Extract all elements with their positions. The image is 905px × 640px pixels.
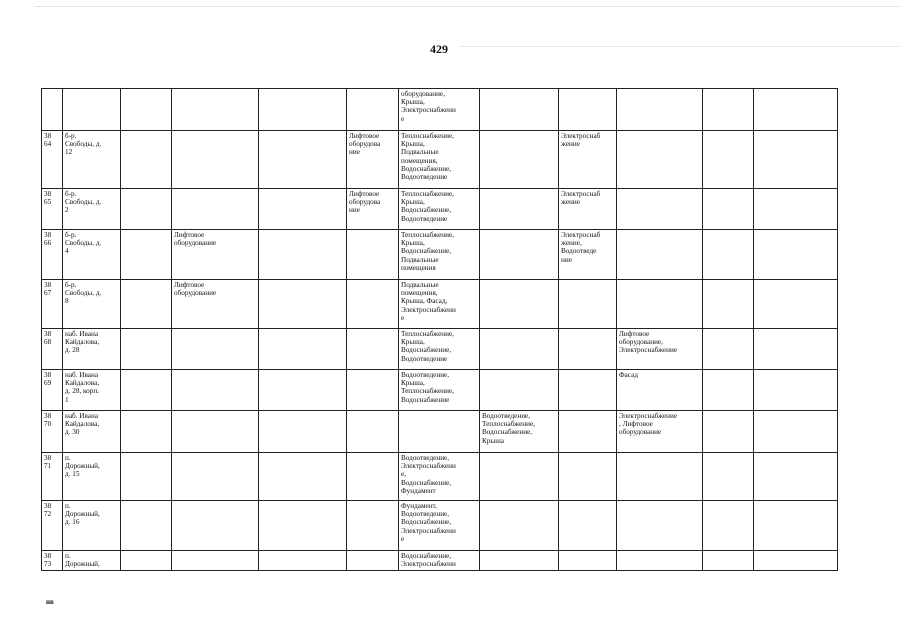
table-cell-c9: Электроснаб жение, Водоотведе ние bbox=[559, 230, 617, 280]
table-cell-c4 bbox=[172, 370, 259, 411]
table-cell-c9 bbox=[559, 453, 617, 501]
table-cell-c9: Электроснаб жение bbox=[559, 131, 617, 189]
table-cell-c7: Теплоснабжение, Крыша, Водоснабжение, Подвальные помещения bbox=[399, 230, 480, 280]
table-cell-c6 bbox=[347, 89, 399, 131]
table-row bbox=[42, 501, 838, 551]
table-cell-c4 bbox=[172, 411, 259, 453]
table-cell-c3 bbox=[121, 411, 172, 453]
table-cell-addr: б-р. Свободы, д. 12 bbox=[63, 131, 121, 189]
table-cell-c6 bbox=[347, 551, 399, 571]
table-cell-c7: Теплоснабжение, Крыша, Подвальные помещения, Водоснабжение, Водоотведение bbox=[399, 131, 480, 189]
table-cell-c4 bbox=[172, 189, 259, 230]
table-cell-addr bbox=[63, 89, 121, 131]
table-cell-c7: Фундамент, Водоотведение, Водоснабжение, Электроснабжени е bbox=[399, 501, 480, 551]
table-cell-c4 bbox=[172, 453, 259, 501]
table-cell-c9 bbox=[559, 370, 617, 411]
table-cell-c8 bbox=[480, 501, 559, 551]
table-cell-c12 bbox=[754, 89, 838, 131]
page-number: 429 bbox=[430, 42, 448, 56]
table-cell-c11 bbox=[703, 551, 754, 571]
table-cell-c5 bbox=[259, 329, 347, 370]
table-cell-c12 bbox=[754, 453, 838, 501]
table-row bbox=[42, 131, 838, 189]
table-cell-c3 bbox=[121, 501, 172, 551]
table-cell-c8 bbox=[480, 89, 559, 131]
table-cell-c6 bbox=[347, 230, 399, 280]
footer-mark: нв bbox=[46, 598, 54, 606]
table-cell-c12 bbox=[754, 370, 838, 411]
table-cell-c9 bbox=[559, 89, 617, 131]
table-cell-c12 bbox=[754, 501, 838, 551]
table-cell-c11 bbox=[703, 280, 754, 329]
table-cell-c11 bbox=[703, 89, 754, 131]
table-cell-num: 38 68 bbox=[42, 329, 63, 370]
table-cell-c4 bbox=[172, 551, 259, 571]
table-cell-c10 bbox=[617, 280, 703, 329]
table-cell-c5 bbox=[259, 89, 347, 131]
table-cell-addr: наб. Ивана Кайдалова, д. 30 bbox=[63, 411, 121, 453]
table-cell-c8 bbox=[480, 453, 559, 501]
table-cell-addr: б-р. Свободы, д. 8 bbox=[63, 280, 121, 329]
table-cell-c8 bbox=[480, 370, 559, 411]
table-cell-c6: Лифтовое оборудова ние bbox=[347, 131, 399, 189]
table-cell-c12 bbox=[754, 329, 838, 370]
table-cell-c5 bbox=[259, 370, 347, 411]
table-cell-c9 bbox=[559, 280, 617, 329]
table-cell-addr: п. Дорожный, bbox=[63, 551, 121, 571]
table-cell-c11 bbox=[703, 131, 754, 189]
table-cell-c5 bbox=[259, 501, 347, 551]
table-cell-c5 bbox=[259, 453, 347, 501]
table-cell-c6 bbox=[347, 411, 399, 453]
table-cell-addr: б-р. Свободы, д. 2 bbox=[63, 189, 121, 230]
table-row bbox=[42, 189, 838, 230]
table-cell-c4 bbox=[172, 329, 259, 370]
table-cell-c3 bbox=[121, 189, 172, 230]
table-cell-c4 bbox=[172, 501, 259, 551]
table-cell-c4: Лифтовое оборудование bbox=[172, 230, 259, 280]
table-cell-c5 bbox=[259, 189, 347, 230]
table-cell-c6 bbox=[347, 370, 399, 411]
table-cell-c8 bbox=[480, 551, 559, 571]
table-cell-c9: Электроснаб жение bbox=[559, 189, 617, 230]
table-cell-c6 bbox=[347, 501, 399, 551]
table-cell-c7 bbox=[399, 411, 480, 453]
table-row bbox=[42, 453, 838, 501]
table-cell-c3 bbox=[121, 453, 172, 501]
table-cell-c3 bbox=[121, 280, 172, 329]
table-cell-c4 bbox=[172, 131, 259, 189]
table-cell-c9 bbox=[559, 329, 617, 370]
table-cell-c6 bbox=[347, 329, 399, 370]
table-cell-c11 bbox=[703, 501, 754, 551]
table-cell-c5 bbox=[259, 131, 347, 189]
table-cell-num: 38 65 bbox=[42, 189, 63, 230]
table-cell-c9 bbox=[559, 501, 617, 551]
table-cell-c5 bbox=[259, 551, 347, 571]
table-cell-num: 38 66 bbox=[42, 230, 63, 280]
scan-noise-top bbox=[35, 6, 900, 17]
table-cell-c7: оборудование, Крыша, Электроснабжени е bbox=[399, 89, 480, 131]
table-cell-c11 bbox=[703, 370, 754, 411]
table-cell-addr: б-р. Свободы, д. 4 bbox=[63, 230, 121, 280]
table-cell-c10 bbox=[617, 551, 703, 571]
table-cell-c7: Водоотведение, Электроснабжени е, Водоснабжение, Фундамент bbox=[399, 453, 480, 501]
table-cell-addr: наб. Ивана Кайдалова, д. 28, корп. 1 bbox=[63, 370, 121, 411]
table-cell-c12 bbox=[754, 551, 838, 571]
table-cell-c12 bbox=[754, 411, 838, 453]
table-cell-num bbox=[42, 89, 63, 131]
table-cell-c3 bbox=[121, 370, 172, 411]
table-cell-c10 bbox=[617, 131, 703, 189]
table-cell-c5 bbox=[259, 411, 347, 453]
table-cell-c12 bbox=[754, 280, 838, 329]
table-cell-c3 bbox=[121, 551, 172, 571]
table-cell-c8 bbox=[480, 230, 559, 280]
table-cell-c10 bbox=[617, 230, 703, 280]
table-cell-c10: Лифтовое оборудование, Электроснабжение bbox=[617, 329, 703, 370]
scan-noise-header bbox=[460, 46, 900, 49]
table-cell-num: 38 72 bbox=[42, 501, 63, 551]
table-cell-c11 bbox=[703, 453, 754, 501]
table-cell-c10 bbox=[617, 89, 703, 131]
table-cell-addr: п. Дорожный, д. 15 bbox=[63, 453, 121, 501]
table-row bbox=[42, 370, 838, 411]
table-cell-c3 bbox=[121, 230, 172, 280]
table-cell-c7: Водоснабжение, Электроснабжени bbox=[399, 551, 480, 571]
table-cell-c4 bbox=[172, 89, 259, 131]
table-cell-c11 bbox=[703, 230, 754, 280]
table-cell-c8 bbox=[480, 189, 559, 230]
table-cell-c3 bbox=[121, 131, 172, 189]
table-cell-c4: Лифтовое оборудование bbox=[172, 280, 259, 329]
table-row bbox=[42, 89, 838, 131]
table-cell-num: 38 71 bbox=[42, 453, 63, 501]
table-cell-c8 bbox=[480, 280, 559, 329]
table-row bbox=[42, 230, 838, 280]
table-cell-num: 38 73 bbox=[42, 551, 63, 571]
table-cell-c10 bbox=[617, 453, 703, 501]
table-cell-c11 bbox=[703, 329, 754, 370]
table-cell-c7: Водоотведение, Крыша, Теплоснабжение, Водоснабжение bbox=[399, 370, 480, 411]
table-cell-c9 bbox=[559, 551, 617, 571]
table-cell-c6 bbox=[347, 453, 399, 501]
table-cell-c7: Теплоснабжение, Крыша, Водоснабжение, Водоотведение bbox=[399, 189, 480, 230]
table-cell-c6 bbox=[347, 280, 399, 329]
table-cell-c10: Фасад bbox=[617, 370, 703, 411]
table-cell-c10 bbox=[617, 501, 703, 551]
table-cell-c3 bbox=[121, 329, 172, 370]
table-cell-c8 bbox=[480, 329, 559, 370]
table-cell-addr: наб. Ивана Кайдалова, д. 28 bbox=[63, 329, 121, 370]
table-cell-num: 38 67 bbox=[42, 280, 63, 329]
table-cell-c7: Теплоснабжение, Крыша, Водоснабжение, Водоотведение bbox=[399, 329, 480, 370]
table-cell-c5 bbox=[259, 280, 347, 329]
table-cell-c9 bbox=[559, 411, 617, 453]
table-cell-num: 38 64 bbox=[42, 131, 63, 189]
table-cell-c6: Лифтовое оборудова ние bbox=[347, 189, 399, 230]
table-row bbox=[42, 411, 838, 453]
table-cell-c12 bbox=[754, 230, 838, 280]
table-cell-addr: п. Дорожный, д. 16 bbox=[63, 501, 121, 551]
table-cell-c10: Электроснабжение , Лифтовое оборудование bbox=[617, 411, 703, 453]
table-row bbox=[42, 280, 838, 329]
table-cell-num: 38 69 bbox=[42, 370, 63, 411]
table-row bbox=[42, 329, 838, 370]
table-cell-c3 bbox=[121, 89, 172, 131]
table-cell-c11 bbox=[703, 189, 754, 230]
register-table bbox=[41, 88, 838, 571]
table-cell-c11 bbox=[703, 411, 754, 453]
table-cell-c5 bbox=[259, 230, 347, 280]
table-row bbox=[42, 551, 838, 571]
table-cell-c8: Водоотведение, Теплоснабжение, Водоснабжение, Крыша bbox=[480, 411, 559, 453]
table-cell-c10 bbox=[617, 189, 703, 230]
table-cell-c8 bbox=[480, 131, 559, 189]
table-cell-c12 bbox=[754, 131, 838, 189]
table-cell-c12 bbox=[754, 189, 838, 230]
table-cell-c7: Подвальные помещения, Крыша, Фасад, Электроснабжени е bbox=[399, 280, 480, 329]
table-cell-num: 38 70 bbox=[42, 411, 63, 453]
